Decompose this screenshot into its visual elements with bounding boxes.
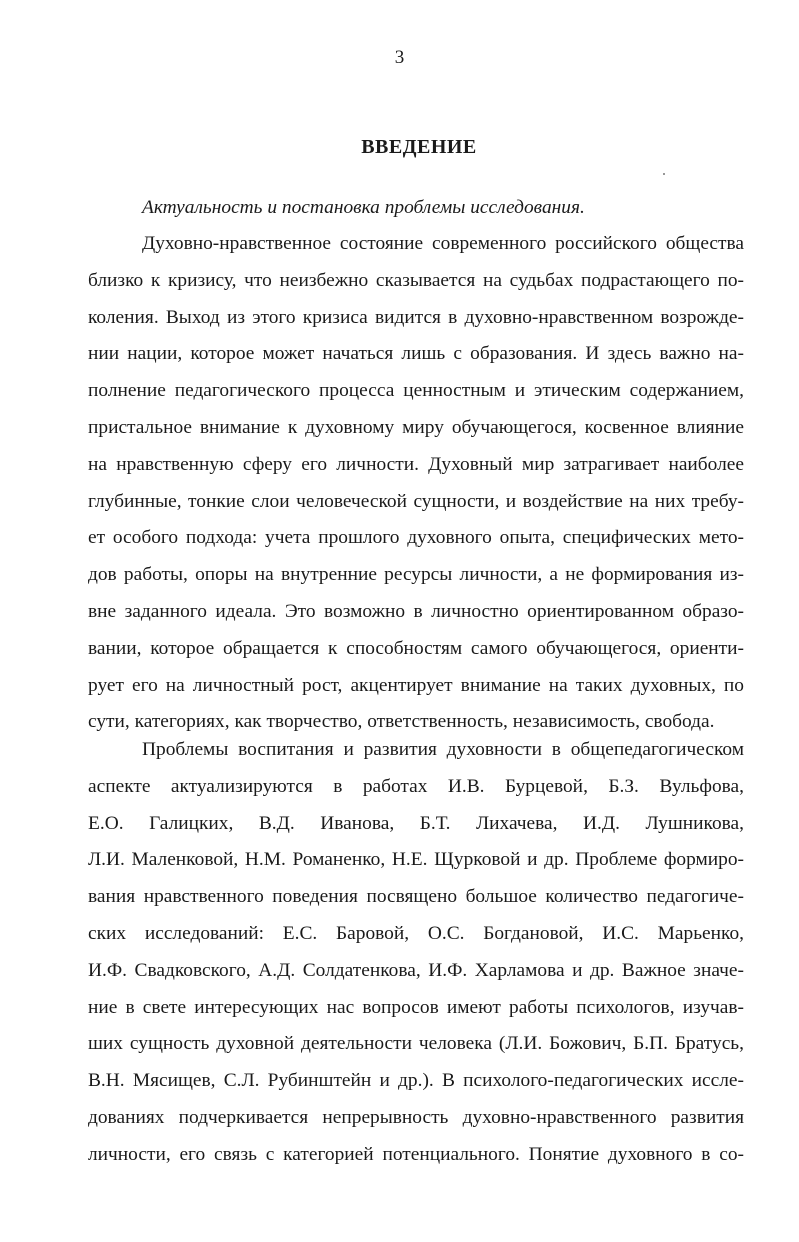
paragraph-1 xyxy=(88,226,744,741)
text-line: полнение педагогического процесса ценностным и этическим содержанием, xyxy=(88,380,744,402)
text-line: пристальное внимание к духовному миру обучающегося, косвенное влияние xyxy=(88,416,744,438)
text-line: Е.О. Галицких, В.Д. Иванова, Б.Т. Лихачева, И.Д. Лушникова, xyxy=(88,812,744,834)
text-line: ских исследований: Е.С. Баровой, О.С. Богдановой, И.С. Марьенко, xyxy=(88,922,744,944)
text-line: рует его на личностный рост, акцентирует внимание на таких духовных, по xyxy=(88,674,744,696)
text-line: И.Ф. Свадковского, А.Д. Солдатенкова, И.Ф. Харламова и др. Важное значе- xyxy=(88,959,744,981)
text-line: ние в свете интересующих нас вопросов имеют работы психологов, изучав- xyxy=(88,996,744,1018)
text-line: Проблемы воспитания и развития духовности в общепедагогическом xyxy=(142,739,744,760)
text-line: коления. Выход из этого кризиса видится в духовно-нравственном возрожде- xyxy=(88,306,744,328)
text-line: вании, которое обращается к способностям самого обучающегося, ориенти- xyxy=(88,637,744,659)
text-line: ших сущность духовной деятельности человека (Л.И. Божович, Б.П. Братусь, xyxy=(88,1033,744,1055)
text-line: на нравственную сферу его личности. Духовный мир затрагивает наиболее xyxy=(88,453,744,475)
scan-artifact-dot xyxy=(663,173,665,175)
text-line: ет особого подхода: учета прошлого духовного опыта, специфических мето- xyxy=(88,527,744,549)
text-line: сути, категориях, как творчество, ответственность, независимость, свобода. xyxy=(88,711,715,733)
chapter-title: ВВЕДЕНИЕ xyxy=(361,136,477,158)
paragraph-2 xyxy=(88,732,744,1174)
text-line: нии нации, которое может начаться лишь с образования. И здесь важно на- xyxy=(88,343,744,365)
text-line: близко к кризису, что неизбежно сказывается на судьбах подрастающего по- xyxy=(88,269,744,291)
section-subtitle: Актуальность и постановка проблемы исследования. xyxy=(142,197,585,218)
text-line: глубинные, тонкие слои человеческой сущности, и воздействие на них требу- xyxy=(88,490,744,512)
text-line: Л.И. Маленковой, Н.М. Романенко, Н.Е. Щурковой и др. Проблеме формиро- xyxy=(88,849,744,871)
page-number: 3 xyxy=(394,47,405,68)
text-line: дованиях подчеркивается непрерывность духовно-нравственного развития xyxy=(88,1106,744,1128)
text-line: вания нравственного поведения посвящено большое количество педагогиче- xyxy=(88,886,744,908)
text-line: В.Н. Мясищев, С.Л. Рубинштейн и др.). В психолого-педагогических иссле- xyxy=(88,1070,744,1092)
text-line: Духовно-нравственное состояние современного российского общества xyxy=(142,233,744,254)
text-line: вне заданного идеала. Это возможно в личностно ориентированном образо- xyxy=(88,600,744,622)
text-line: аспекте актуализируются в работах И.В. Бурцевой, Б.З. Вульфова, xyxy=(88,775,744,797)
text-line: личности, его связь с категорией потенциального. Понятие духовного в со- xyxy=(88,1143,744,1165)
text-line: дов работы, опоры на внутренние ресурсы личности, а не формирования из- xyxy=(88,564,744,586)
